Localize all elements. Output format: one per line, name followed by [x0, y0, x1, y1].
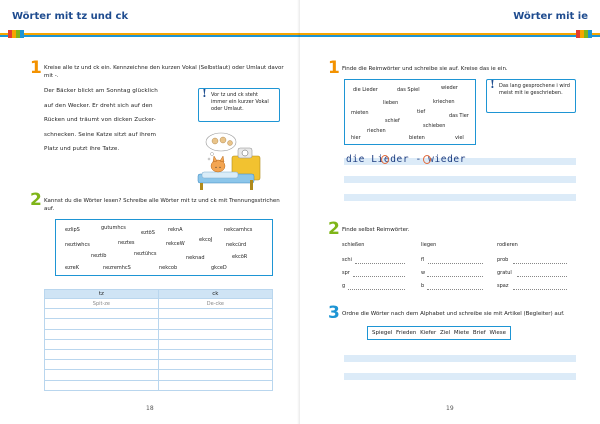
scrambled-word: nekcob	[159, 265, 178, 271]
table-row	[45, 329, 273, 339]
table-cell[interactable]	[158, 309, 272, 319]
table-row	[45, 370, 273, 380]
rhyme-word: viel	[455, 135, 464, 141]
tip-box	[198, 88, 280, 122]
answer-line[interactable]	[513, 289, 567, 290]
scrambled-word: neztib	[91, 253, 107, 259]
story-text	[44, 84, 194, 157]
header-rule-blue	[300, 35, 600, 37]
table-cell[interactable]	[45, 309, 159, 319]
story-line: schnecken. Seine Katze sitzt auf ihrem	[44, 131, 157, 138]
task-instruction: Finde die Reimwörter und schreibe sie auf. Kreise das ie ein.	[342, 66, 508, 72]
task-instruction: Finde selbst Reimwörter.	[342, 227, 410, 233]
answer-line[interactable]	[513, 263, 567, 264]
story-line: Platz und putzt ihre Tatze.	[44, 146, 120, 152]
alphabet-words-box: Spiegel Frieden Kiefer Ziel Miete Brief Wiese	[367, 326, 511, 340]
writing-line[interactable]	[344, 373, 576, 380]
scrambled-word: gkceD	[211, 265, 227, 271]
exclamation-icon: !	[202, 87, 207, 100]
rhyme-word: wieder	[441, 85, 458, 91]
page-title-left: Wörter mit tz und ck	[12, 11, 129, 22]
story-line: auf den Wecker. Er dreht sich auf den	[44, 102, 153, 109]
scrambled-word: ezlipS	[65, 227, 80, 233]
scrambled-word: eztöS	[141, 230, 155, 236]
color-strip	[20, 30, 24, 38]
writing-line[interactable]	[344, 176, 576, 183]
right-page	[300, 0, 600, 424]
story-line: Rücken und träumt von dicken Zucker-	[44, 117, 156, 123]
rhyme-prompt: prob	[497, 257, 509, 263]
scrambled-word: gutumhcs	[101, 225, 126, 231]
table-row	[45, 349, 273, 359]
writing-line[interactable]	[344, 355, 576, 362]
word-table	[44, 289, 273, 391]
scrambled-word: reknA	[168, 227, 183, 233]
scrambled-word: ezreK	[65, 265, 80, 271]
column-header-tz: tz	[45, 290, 159, 299]
table-cell[interactable]	[158, 319, 272, 329]
rhyme-word: schief	[385, 118, 400, 124]
rhyme-word: lieben	[383, 100, 399, 106]
table-row	[45, 319, 273, 329]
example-circle-mark	[381, 155, 389, 164]
example-cell: Spit-ze	[45, 299, 159, 309]
table-cell[interactable]	[45, 319, 159, 329]
rhyme-word: riechen	[367, 128, 386, 134]
scrambled-word: neztühcs	[134, 251, 157, 257]
handwritten-example: die Lieder - wieder	[346, 154, 467, 165]
rhyme-word: tief	[417, 109, 426, 115]
scrambled-word: neztes	[118, 240, 135, 246]
rhyme-word: kriechen	[433, 99, 455, 105]
rhyme-word: schieben	[423, 123, 446, 129]
table-cell[interactable]	[45, 329, 159, 339]
color-strip	[588, 30, 592, 38]
page-title-right: Wörter mit ie	[513, 11, 588, 22]
answer-line[interactable]	[353, 276, 405, 277]
task-number: 2	[30, 190, 42, 210]
rhyme-word: bieten	[409, 135, 425, 141]
rhyme-word: das Spiel	[397, 87, 420, 93]
rhyme-prompt: b	[421, 283, 425, 289]
table-row	[45, 299, 273, 309]
task-number: 2	[328, 219, 340, 239]
header-rule-blue	[0, 35, 300, 37]
rhyme-words-box	[344, 79, 476, 145]
table-cell[interactable]	[158, 370, 272, 380]
writing-line[interactable]	[344, 194, 576, 201]
example-cell: De-cke	[158, 299, 272, 309]
table-cell[interactable]	[158, 329, 272, 339]
rhyme-prompt: liegen	[421, 242, 437, 248]
table-cell[interactable]	[45, 370, 159, 380]
rhyme-prompt: schi	[342, 257, 352, 263]
table-cell[interactable]	[158, 349, 272, 359]
table-cell[interactable]	[158, 339, 272, 349]
scrambled-word: neknad	[186, 255, 205, 261]
table-cell[interactable]	[45, 339, 159, 349]
table-row	[45, 380, 273, 390]
rhyme-prompt: gratul	[497, 270, 512, 276]
tip-text: Das lang gesprochene i wird meist mit ie geschrieben.	[499, 83, 570, 96]
table-row	[45, 309, 273, 319]
rhyme-word: das Tier	[449, 113, 469, 119]
answer-line[interactable]	[517, 276, 567, 277]
rhyme-prompt: spr	[342, 270, 350, 276]
answer-line[interactable]	[428, 263, 483, 264]
sleeping-cat-illustration	[188, 130, 268, 192]
rhyme-prompt: schießen	[342, 242, 365, 248]
table-cell[interactable]	[45, 360, 159, 370]
story-line: Der Bäcker blickt am Sonntag glücklich	[44, 88, 158, 94]
scrambled-word: ekcoJ	[199, 237, 213, 243]
answer-line[interactable]	[348, 289, 405, 290]
rhyme-prompt: fl	[421, 257, 425, 263]
table-cell[interactable]	[45, 380, 159, 390]
rhyme-word: die Lieder	[353, 87, 378, 93]
answer-line[interactable]	[427, 289, 483, 290]
scrambled-word: nekcürd	[226, 242, 247, 248]
answer-line[interactable]	[355, 263, 405, 264]
table-cell[interactable]	[45, 349, 159, 359]
exclamation-icon: !	[490, 78, 495, 91]
scrambled-words-box	[55, 219, 273, 276]
table-row	[45, 339, 273, 349]
task-instruction: Ordne die Wörter nach dem Alphabet und schreibe sie mit Artikel (Begleiter) auf.	[342, 311, 565, 317]
task-instruction: Kreise alle tz und ck ein. Kennzeichne den kurzen Vokal (Selbstlaut) oder Umlaut davor mit -.	[44, 65, 284, 79]
tip-text: Vor tz und ck steht immer ein kurzer Vokal oder Umlaut.	[211, 92, 269, 112]
column-header-ck: ck	[158, 290, 272, 299]
scrambled-word: nekcamhcs	[224, 227, 253, 233]
task-instruction: Kannst du die Wörter lesen? Schreibe alle Wörter mit tz und ck mit Trennungsstrichen auf.	[44, 198, 280, 212]
scrambled-word: neztiwhcs	[65, 242, 90, 248]
table-row	[45, 360, 273, 370]
task-number: 1	[30, 58, 42, 78]
rhyme-prompt: w	[421, 270, 426, 276]
rhyme-word: mieten	[351, 110, 369, 116]
rhyme-prompt: spaz	[497, 283, 509, 289]
page-number: 18	[146, 405, 154, 412]
scrambled-word: nezremhcS	[103, 265, 131, 271]
rhyme-prompt: g	[342, 283, 346, 289]
rhyme-prompt: rodieren	[497, 242, 518, 248]
page-number: 19	[446, 405, 454, 412]
task-number: 3	[328, 303, 340, 323]
scrambled-word: ekcöR	[232, 254, 248, 260]
task-number: 1	[328, 58, 340, 78]
table-cell[interactable]	[158, 380, 272, 390]
scrambled-word: rekceW	[166, 241, 185, 247]
rhyme-word: hier	[351, 135, 361, 141]
tip-box	[486, 79, 576, 113]
table-cell[interactable]	[158, 360, 272, 370]
answer-line[interactable]	[427, 276, 483, 277]
example-circle-mark	[423, 155, 431, 164]
